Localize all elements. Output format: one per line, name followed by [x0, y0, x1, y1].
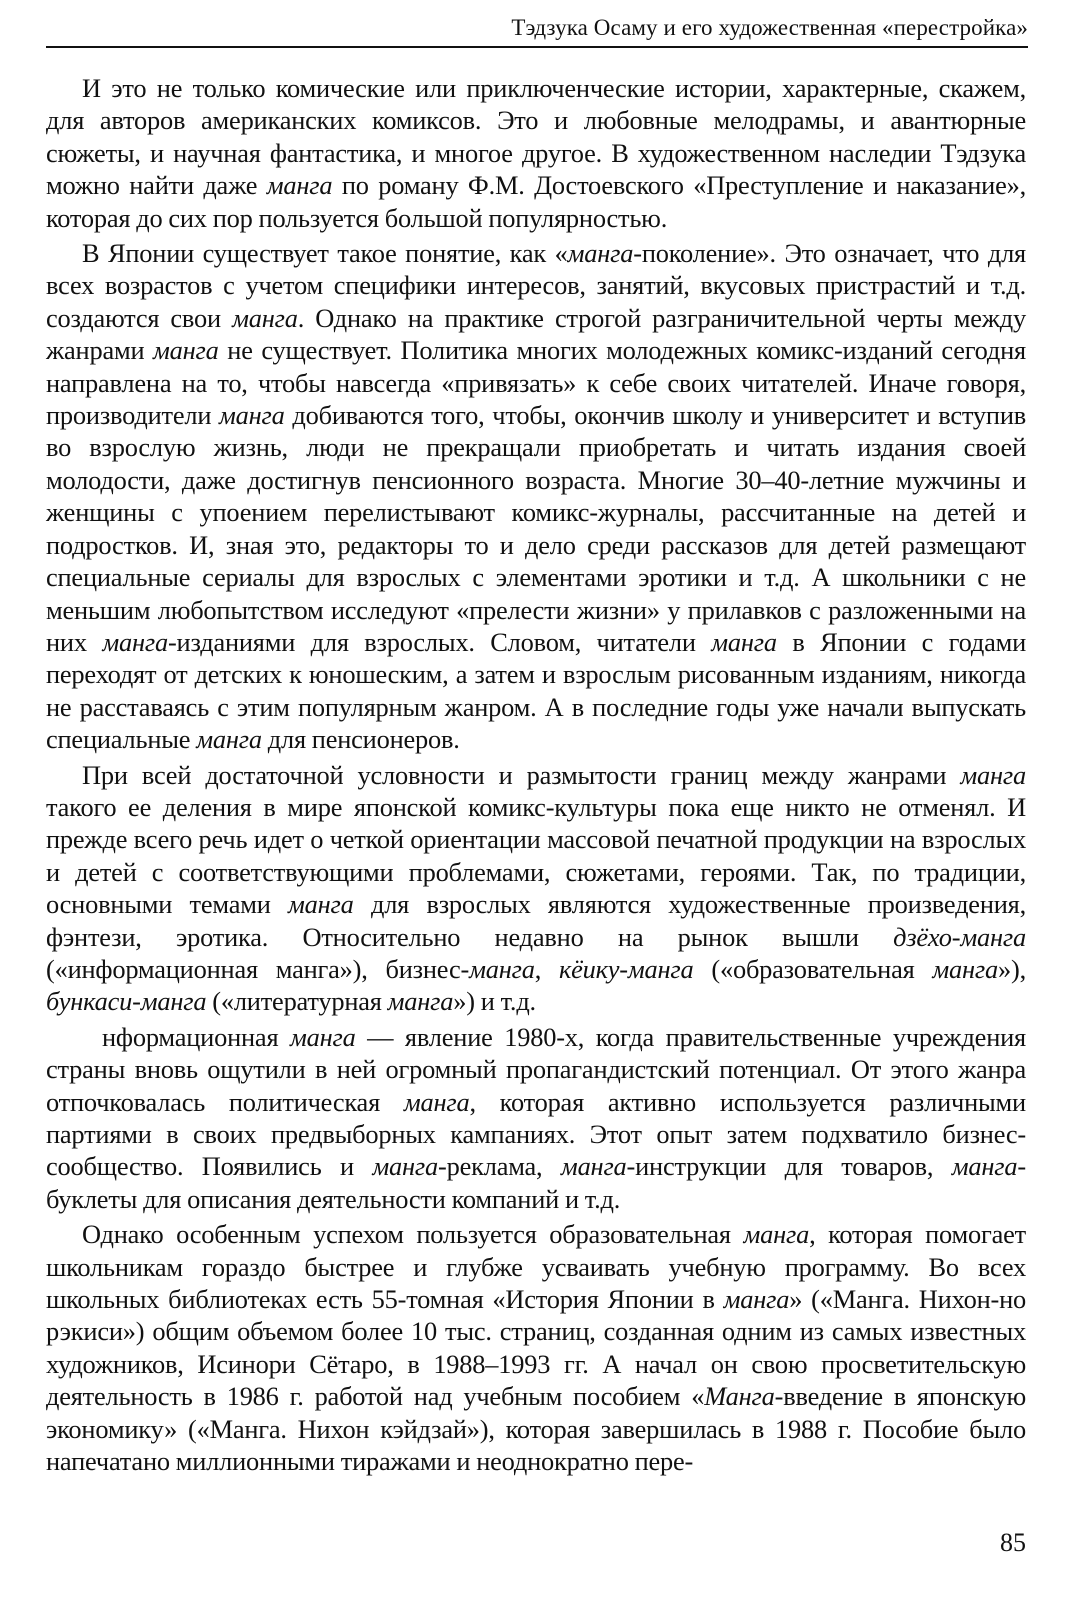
text-run: »),	[998, 953, 1026, 984]
italic-term: манга	[153, 335, 219, 366]
running-head: Тэдзука Осаму и его художественная «перестройка»	[511, 15, 1028, 40]
text-run: -буклеты для описания деятельности компаний и т.д.	[46, 1151, 1026, 1214]
page-number: 85	[1000, 1528, 1026, 1557]
italic-term: Манга	[704, 1381, 775, 1412]
text-run: для взрослых являются художественные произведения, фэнтези, эротика. Относительно недавно на рынок вышли	[46, 889, 1026, 952]
italic-term: манга	[196, 724, 262, 755]
text-run: , которая активно используется различными партиями в своих предвыборных кампаниях. Этот опыт затем подхватило бизнес-сообщество. Появились и	[46, 1086, 1026, 1182]
body-text	[46, 72, 1026, 1477]
italic-term: манга	[219, 400, 285, 431]
italic-term: манга	[567, 238, 634, 269]
text-run: » («Манга. Нихон-но рэкиси») общим объемом более 10 тыс. страниц, созданная одним из самых известных художников, Исинори Сётаро, в 1988–1993 гг. А начал он свою просветительскую деятельность в 1986 г. работой над учебным пособием «	[46, 1284, 1026, 1412]
italic-term: манга	[723, 1284, 790, 1315]
italic-term: манга	[951, 1151, 1018, 1182]
italic-term: манга	[387, 986, 454, 1017]
paragraph-3	[46, 759, 1026, 1018]
text-run: — явление 1980-х, когда правительственные учреждения страны вновь ощутили в ней огромный пропагандистский потенциал. От этого жанра отпочковалась политическая	[46, 1021, 1026, 1117]
text-run: Однако особенным успехом пользуется образовательная	[82, 1219, 744, 1250]
text-run: нформационная	[102, 1021, 290, 1052]
italic-term: бункаси-манга	[46, 986, 207, 1017]
text-run: («литературная	[206, 986, 388, 1017]
italic-term: кёику-манга	[558, 953, 694, 984]
text-run: в Японии с годами переходят от детских к юношеским, а затем и взрослым рисованным изданиям, никогда не расставаясь с этим популярным жанром. А в последние годы уже начали выпускать специальные	[46, 626, 1027, 755]
text-run: При всей достаточной условности и размытости границ между жанрами	[82, 759, 961, 790]
italic-term: манга	[560, 1151, 627, 1182]
text-run: («образовательная	[693, 953, 933, 984]
italic-term: манга	[102, 626, 168, 657]
text-run: -инструкции для товаров,	[626, 1151, 952, 1182]
text-run: для пенсионеров.	[261, 724, 460, 755]
paragraph-1	[46, 72, 1026, 234]
italic-term: манга	[289, 1021, 356, 1052]
text-run: -введение в японскую экономику» («Манга. Нихон кэйдзай»), которая завершилась в 1988 г. Пособие было напечатано миллионными тиражами и неоднократно пере-	[46, 1381, 1026, 1477]
italic-term: манга	[266, 170, 333, 201]
italic-term: манга	[711, 626, 777, 657]
text-run: -изданиями для взрослых. Словом, читатели	[167, 626, 712, 657]
text-run: -реклама,	[438, 1151, 561, 1182]
text-run: не существует. Политика многих молодежных комикс-изданий сегодня направлена на то, чтобы навсегда «привязать» к себе своих читателей. Иначе говоря, производители	[46, 335, 1026, 431]
text-run: добиваются того, чтобы, окончив школу и университет и вступив во взрослую жизнь, люди не прекращали приобретать и читать издания своей молодости, даже достигнув пенсионного возраста. Многие 30–40-летние мужчины и женщины с упоением перелистывают комикс-журналы, рассчитанные на детей и подростков. И, зная это, редакторы то и дело среди рассказов для детей размещают специальные сериалы для взрослых с элементами эротики и т.д. А школьники с не меньшим любопытством исследуют «прелести жизни» у прилавков с разложенными на них	[46, 400, 1026, 657]
italic-term: дзёхо-манга	[893, 921, 1026, 952]
italic-term: манга	[232, 302, 298, 333]
paragraph-5	[46, 1218, 1026, 1477]
text-run: ») и т.д.	[453, 986, 536, 1017]
italic-term: манга	[403, 1086, 470, 1117]
text-run: И это не только комические или приключенческие истории, характерные, скажем, для авторов американских комиксов. Это и любовные мелодрамы, и авантюрные сюжеты, и научная фантастика, и многое другое. В художественном наследии Тэдзука можно найти даже	[46, 73, 1026, 201]
text-run: такого ее деления в мире японской комикс-культуры пока еще никто не отменял. И прежде всего речь идет о четкой ориентации массовой печатной продукции на взрослых и детей с соответствующими проблемами, сюжетами, героями. Так, по традиции, основными темами	[46, 791, 1026, 920]
text-run: ,	[534, 953, 559, 984]
text-run: В Японии существует такое понятие, как «	[82, 238, 568, 269]
paragraph-2	[46, 237, 1026, 756]
header-rule	[46, 46, 1028, 48]
italic-term: манга	[743, 1219, 810, 1250]
text-run: -поколение». Это означает, что для всех возрастов с учетом специфики интересов, занятий, вкусовых пристрастий и т.д. создаются свои	[46, 238, 1026, 333]
italic-term: манга	[288, 889, 354, 920]
text-run: по роману Ф.М. Достоевского «Преступление и наказание», которая до сих пор пользуется большой популярностью.	[46, 170, 1026, 233]
italic-term: манга	[960, 759, 1026, 790]
italic-term: манга	[932, 953, 999, 984]
text-run: («информационная манга»), бизнес-	[46, 953, 470, 984]
text-run: , которая помогает школьникам гораздо быстрее и глубже усваивать учебную программу. Во всех школьных библиотеках есть 55-томная «История Японии в	[46, 1219, 1026, 1315]
italic-term: манга	[372, 1151, 439, 1182]
paragraph-4	[46, 1021, 1026, 1215]
italic-term: манга	[469, 953, 535, 984]
text-run: . Однако на практике строгой разграничительной черты между жанрами	[46, 302, 1026, 366]
